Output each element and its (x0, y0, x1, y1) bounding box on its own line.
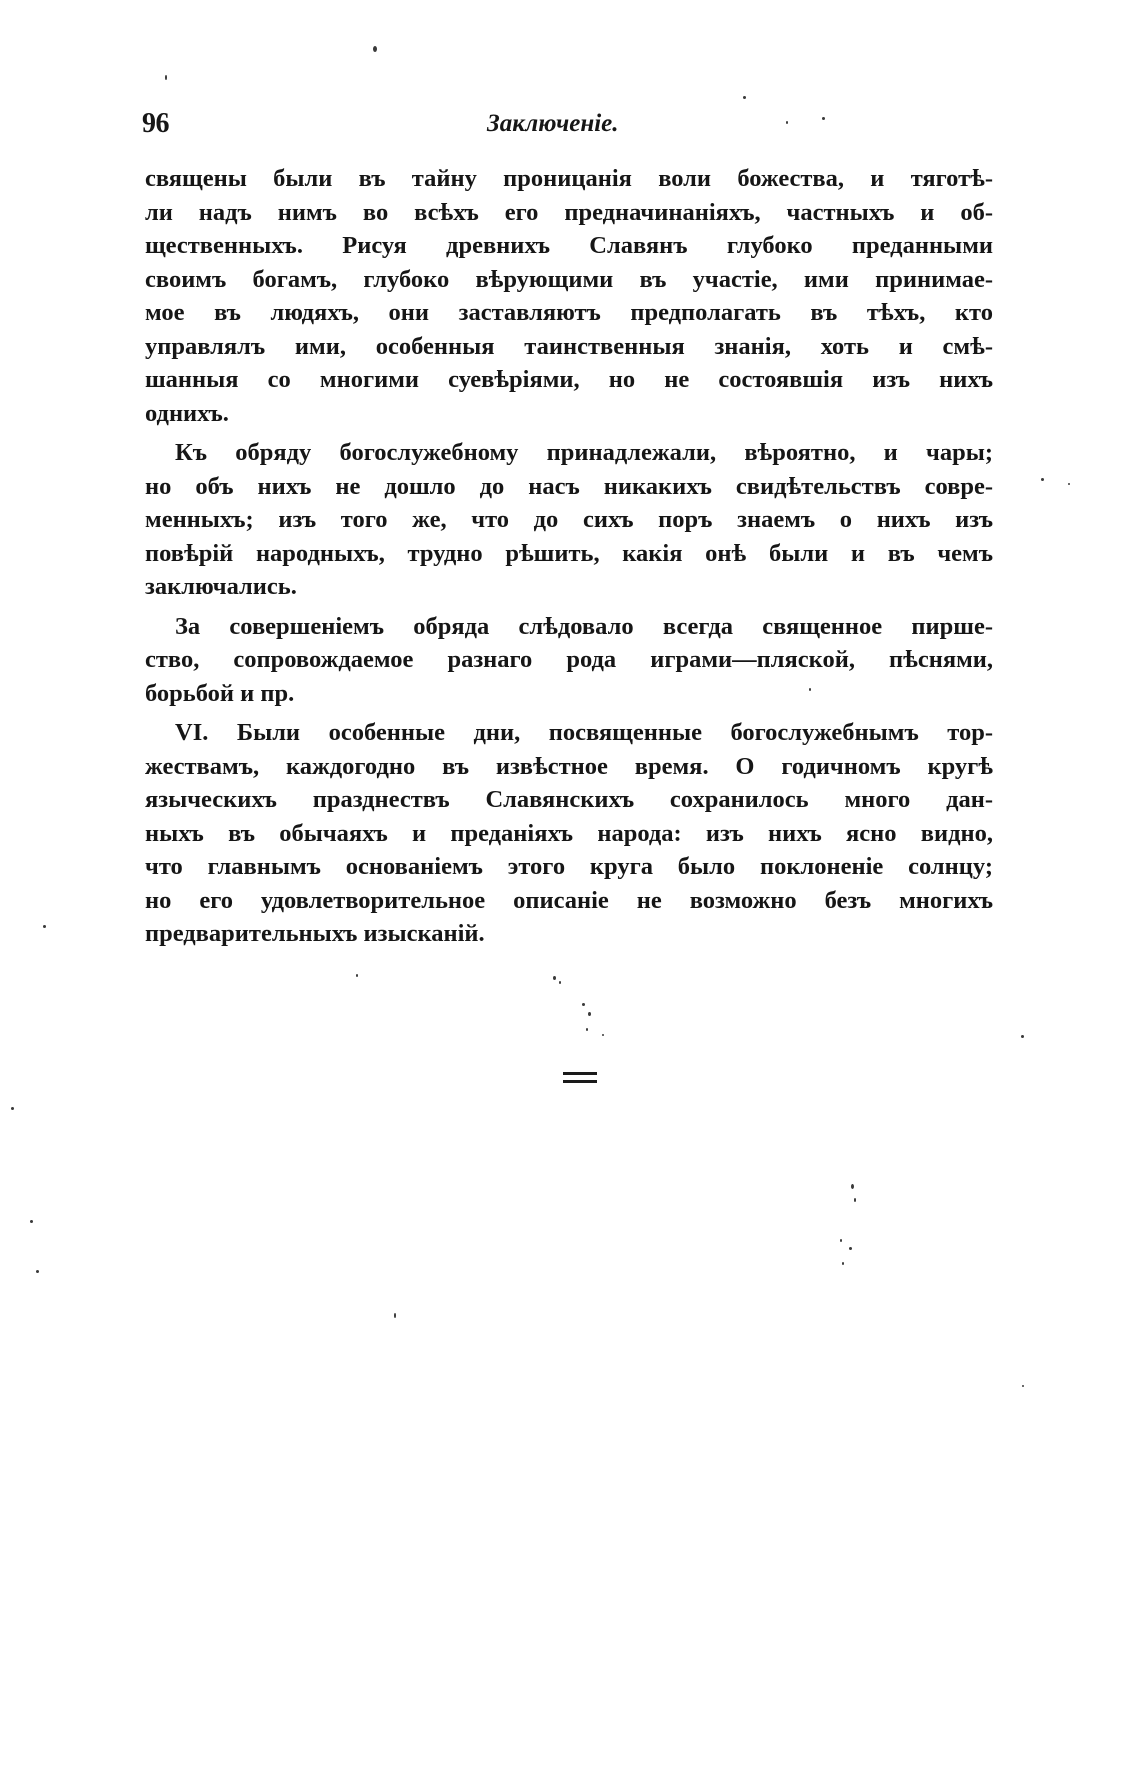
text-line: заключались. (145, 573, 297, 600)
scan-speck (849, 1247, 852, 1250)
text-line: однихъ. (145, 399, 229, 427)
paragraph (145, 610, 993, 711)
scan-speck (588, 1012, 591, 1016)
text-line: ство, сопровождаемое разнаго рода играми—пляской, пѣснями, (145, 646, 993, 673)
text-line: ныхъ въ обычаяхъ и преданiяхъ народа: изъ нихъ ясно видно, (145, 819, 993, 847)
text-line: управлялъ ими, особенныя таинственныя знанiя, хоть и смѣ- (145, 332, 993, 360)
scan-speck (36, 1270, 39, 1273)
scan-speck (1022, 1385, 1024, 1387)
body-text (145, 162, 993, 951)
page-header (142, 108, 992, 148)
text-line: борьбой и пр. (145, 679, 295, 707)
end-of-section-mark (563, 1072, 597, 1084)
scan-speck (1021, 1035, 1024, 1038)
scan-speck (394, 1313, 396, 1318)
text-line: языческихъ празднествъ Славянскихъ сохранилось много дан- (145, 786, 993, 813)
text-line: мое въ людяхъ, они заставляютъ предполагать въ тѣхъ, кто (145, 299, 993, 326)
text-line: жествамъ, каждогодно въ извѣстное время. О годичномъ кругѣ (145, 752, 993, 780)
scan-speck (822, 117, 825, 120)
scan-speck (1041, 478, 1044, 481)
scan-speck (586, 1028, 588, 1031)
paragraph (145, 162, 993, 430)
text-line: повѣрiй народныхъ, трудно рѣшить, какiя онѣ были и въ чемъ (145, 539, 993, 567)
scan-speck (851, 1184, 854, 1189)
text-line: но объ нихъ не дошло до насъ никакихъ свидѣтельствъ совре- (145, 472, 993, 500)
running-head: Заключенiе. (487, 110, 619, 137)
text-line: VI. Были особенные дни, посвященные богослужебнымъ тор- (175, 719, 993, 746)
text-line: своимъ богамъ, глубоко вѣрующими въ участiе, ими принимае- (145, 265, 993, 293)
text-line: священы были въ тайну проницанiя воли божества, и тяготѣ- (145, 165, 993, 192)
text-line: ли надъ нимъ во всѣхъ его предначинанiяхъ, частныхъ и об- (145, 198, 993, 226)
page-number: 96 (142, 108, 169, 139)
scan-speck (582, 1003, 585, 1006)
scan-speck (854, 1198, 856, 1202)
scan-speck (43, 925, 46, 928)
scan-speck (1068, 483, 1070, 485)
scan-speck (373, 46, 377, 52)
text-line: но его удовлетворительное описанiе не возможно безъ многихъ (145, 886, 993, 914)
scan-speck (165, 75, 167, 80)
scan-speck (559, 981, 561, 984)
text-line: менныхъ; изъ того же, что до сихъ поръ знаемъ о нихъ изъ (145, 506, 993, 533)
scan-speck (840, 1239, 842, 1242)
scan-speck (786, 121, 788, 124)
scan-speck (356, 974, 358, 977)
text-line: Къ обряду богослужебному принадлежали, вѣроятно, и чары; (175, 439, 993, 466)
scan-speck (743, 96, 746, 99)
text-line: За совершенiемъ обряда слѣдовало всегда священное пирше- (175, 612, 993, 640)
scan-speck (553, 976, 556, 980)
paragraph (145, 716, 993, 951)
scan-speck (842, 1262, 844, 1265)
paragraph (145, 436, 993, 604)
text-line: щественныхъ. Рисуя древнихъ Славянъ глубоко преданными (145, 232, 993, 259)
scan-speck (11, 1107, 14, 1110)
text-line: что главнымъ основанiемъ этого круга было поклоненiе солнцу; (145, 853, 993, 880)
text-line: шанныя со многими суевѣрiями, но не состоявшiя изъ нихъ (145, 366, 993, 393)
text-line: предварительныхъ изысканiй. (145, 920, 485, 947)
scan-speck (602, 1034, 604, 1036)
scan-speck (30, 1220, 33, 1223)
scan-speck (809, 688, 811, 691)
